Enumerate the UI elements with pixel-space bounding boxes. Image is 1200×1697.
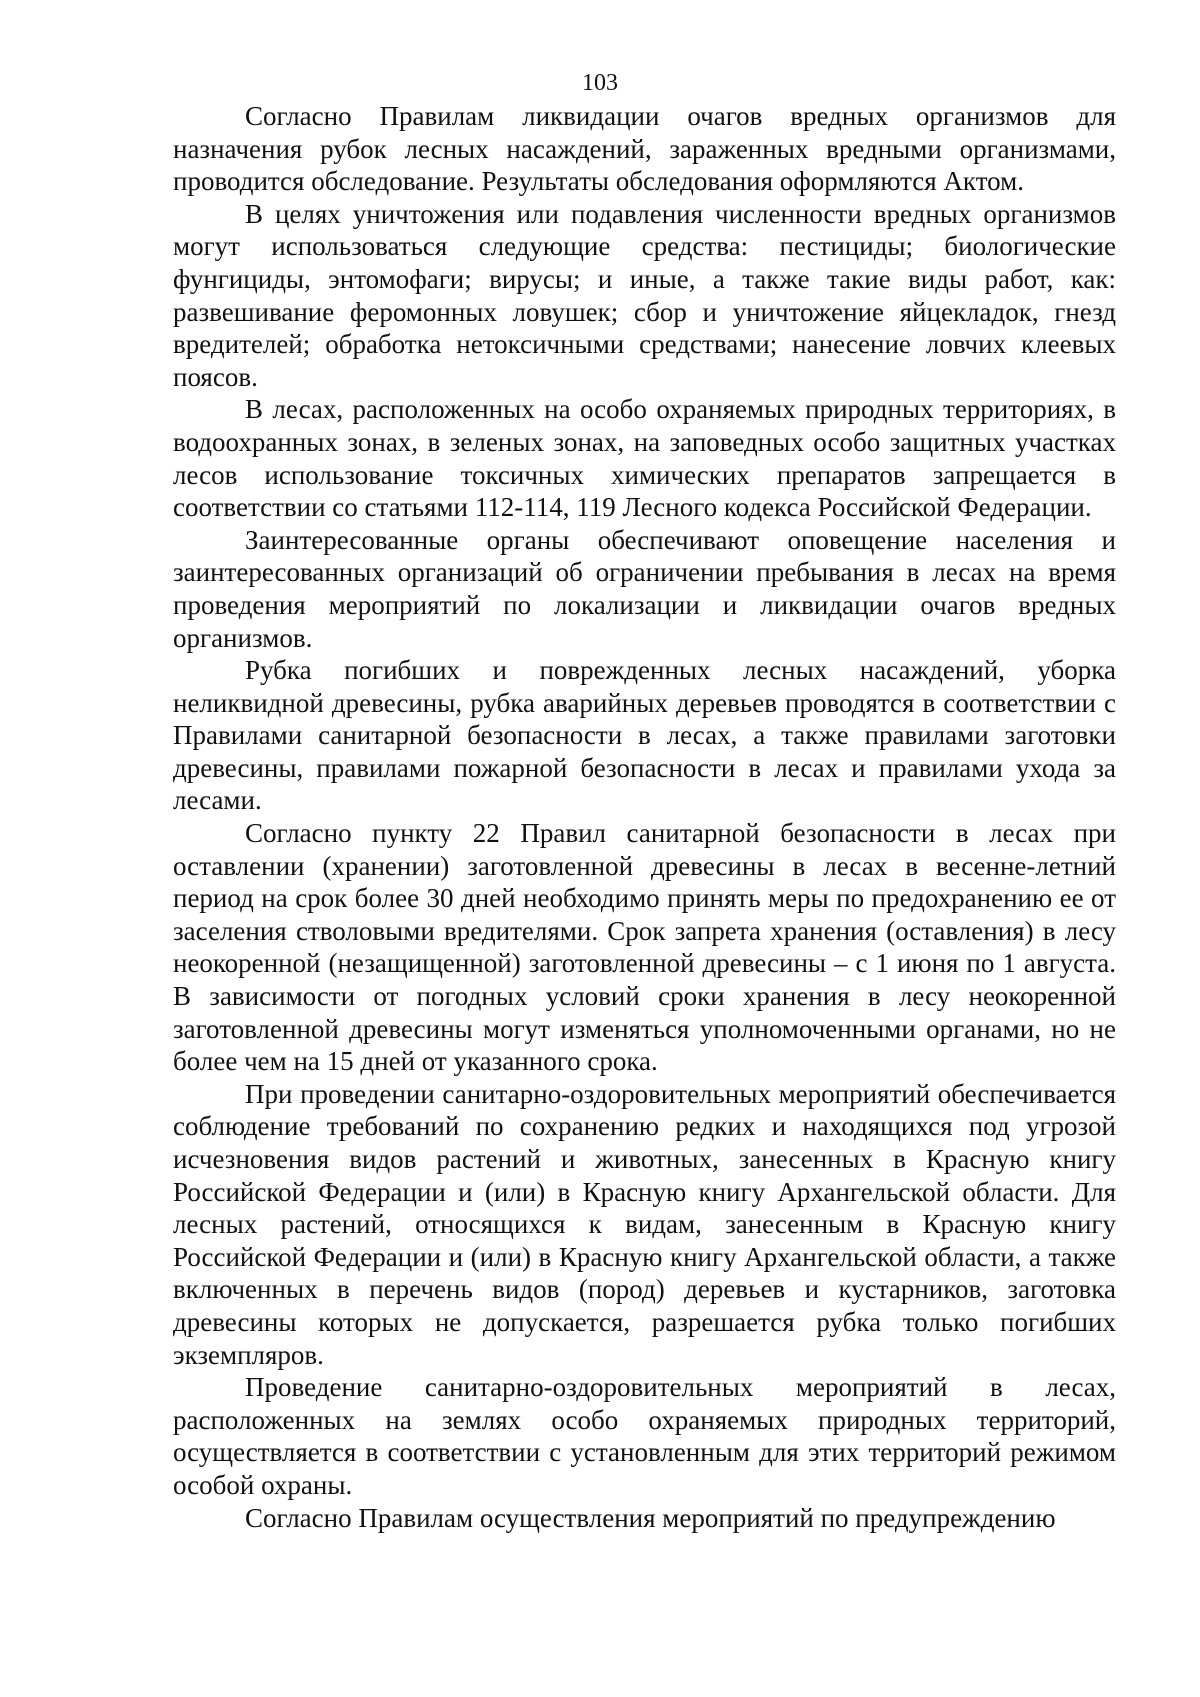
paragraph: Согласно Правилам ликвидации очагов вредных организмов для назначения рубок лесных насаждений, зараженных вредными организмами, проводится обследование. Результаты обследования оформляются Актом. — [173, 101, 1116, 197]
paragraph: В лесах, расположенных на особо охраняемых природных территориях, в водоохранных зонах, в зеленых зонах, на заповедных особо защитных участках лесов использование токсичных химических препаратов запрещается в соответствии со статьями 112-114, 119 Лесного кодекса Российской Федерации. — [173, 394, 1116, 523]
paragraph: Рубка погибших и поврежденных лесных насаждений, уборка неликвидной древесины, рубка аварийных деревьев проводятся в соответствии с Правилами санитарной безопасности в лесах, а также правилами заготовки древесины, правилами пожарной безопасности в лесах и правилами ухода за лесами. — [173, 655, 1116, 816]
paragraph: Согласно пункту 22 Правил санитарной безопасности в лесах при оставлении (хранении) заготовленной древесины в лесах в весенне-летний период на срок более 30 дней необходимо принять меры по предохранению ее от заселения стволовыми вредителями. Срок запрета хранения (оставления) в лесу неокоренной (незащищенной) заготовленной древесины – с 1 июня по 1 августа. В зависимости от погодных условий сроки хранения в лесу неокоренной заготовленной древесины могут изменяться уполномоченными органами, но не более чем на 15 дней от указанного срока. — [173, 818, 1116, 1077]
paragraph: При проведении санитарно-оздоровительных мероприятий обеспечивается соблюдение требований по сохранению редких и находящихся под угрозой исчезновения видов растений и животных, занесенных в Красную книгу Российской Федерации и (или) в Красную книгу Архангельской области. Для лесных растений, относящихся к видам, занесенным в Красную книгу Российской Федерации и (или) в Красную книгу Архангельской области, а также включенных в перечень видов (пород) деревьев и кустарников, заготовка древесины которых не допускается, разрешается рубка только погибших экземпляров. — [173, 1078, 1116, 1370]
page-number: 103 — [582, 70, 618, 96]
paragraph: Проведение санитарно-оздоровительных мероприятий в лесах, расположенных на землях особо охраняемых природных территорий, осуществляется в соответствии с установленным для этих территорий режимом особой охраны. — [173, 1372, 1116, 1500]
body-text — [173, 100, 1116, 1534]
paragraph: В целях уничтожения или подавления численности вредных организмов могут использоваться следующие средства: пестициды; биологические фунгициды, энтомофаги; вирусы; и иные, а также такие виды работ, как: развешивание феромонных ловушек; сбор и уничтожение яйцекладок, гнезд вредителей; обработка нетоксичными средствами; нанесение ловчих клеевых поясов. — [173, 198, 1116, 392]
paragraph: Согласно Правилам осуществления мероприятий по предупреждению — [245, 1502, 1056, 1533]
paragraph: Заинтересованные органы обеспечивают оповещение населения и заинтересованных организаций об ограничении пребывания в лесах на время проведения мероприятий по локализации и ликвидации очагов вредных организмов. — [173, 524, 1116, 653]
